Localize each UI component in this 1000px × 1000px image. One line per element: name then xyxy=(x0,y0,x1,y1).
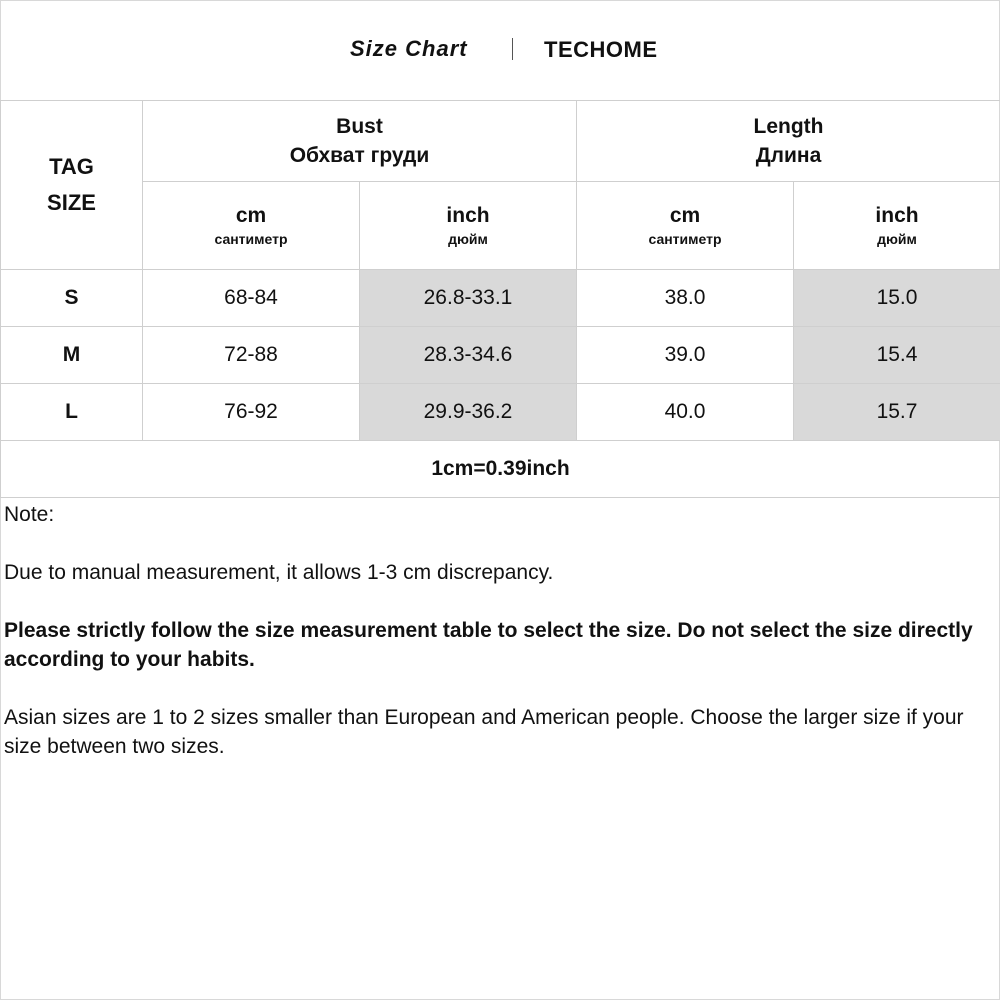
length-label: Length xyxy=(753,115,824,138)
length-inch-value: 15.4 xyxy=(794,327,1000,384)
table-row-m xyxy=(1,327,1000,384)
size-label: L xyxy=(1,384,143,441)
size-table xyxy=(0,100,1000,498)
table-row-s xyxy=(1,270,1000,327)
unit-sublabel: сантиметр xyxy=(214,230,288,247)
bust-label-ru: Обхват груди xyxy=(289,144,430,167)
length-header xyxy=(577,101,1000,182)
note-label: Note: xyxy=(4,503,55,526)
table-row-l xyxy=(1,384,1000,441)
length-cm-value: 39.0 xyxy=(577,327,794,384)
length-cm-value: 38.0 xyxy=(577,270,794,327)
tag-size-line2: SIZE xyxy=(47,190,96,215)
tag-size-header xyxy=(1,101,143,270)
note-follow-table: Please strictly follow the size measurement table to select the size. Do not select the size directly according to your habits. xyxy=(4,619,973,671)
bust-inch-value: 29.9-36.2 xyxy=(360,384,577,441)
length-cm-value: 40.0 xyxy=(577,384,794,441)
bust-inch-value: 26.8-33.1 xyxy=(360,270,577,327)
bust-label: Bust xyxy=(336,115,383,138)
size-label: S xyxy=(1,270,143,327)
unit-header-row xyxy=(1,182,1000,270)
bust-header xyxy=(143,101,577,182)
length-label-ru: Длина xyxy=(755,144,822,167)
note-asian-sizes: Asian sizes are 1 to 2 sizes smaller than European and American people. Choose the larger size if your size between two sizes. xyxy=(4,706,964,758)
brand-name: TECHOME xyxy=(544,37,658,62)
size-label: M xyxy=(1,327,143,384)
unit-label: inch xyxy=(875,203,919,227)
bust-inch-value: 28.3-34.6 xyxy=(360,327,577,384)
unit-header-length-inch xyxy=(794,182,1000,270)
unit-label: cm xyxy=(669,203,701,227)
bust-cm-value: 68-84 xyxy=(143,270,360,327)
unit-label: cm xyxy=(235,203,267,227)
unit-header-bust-inch xyxy=(360,182,577,270)
note-measurement: Due to manual measurement, it allows 1-3 cm discrepancy. xyxy=(4,561,554,584)
length-inch-value: 15.0 xyxy=(794,270,1000,327)
notes-section xyxy=(4,500,998,761)
bust-cm-value: 76-92 xyxy=(143,384,360,441)
unit-label: inch xyxy=(446,203,490,227)
group-header-row xyxy=(1,101,1000,182)
conversion-row xyxy=(1,441,1000,498)
conversion-note: 1cm=0.39inch xyxy=(1,441,1000,498)
unit-header-length-cm xyxy=(577,182,794,270)
unit-sublabel: сантиметр xyxy=(648,230,722,247)
unit-sublabel: дюйм xyxy=(877,230,917,247)
unit-sublabel: дюйм xyxy=(448,230,488,247)
length-inch-value: 15.7 xyxy=(794,384,1000,441)
title-separator xyxy=(512,38,513,60)
unit-header-bust-cm xyxy=(143,182,360,270)
tag-size-line1: TAG xyxy=(49,154,94,179)
chart-header xyxy=(0,0,1000,100)
bust-cm-value: 72-88 xyxy=(143,327,360,384)
chart-title: Size Chart xyxy=(350,36,468,61)
